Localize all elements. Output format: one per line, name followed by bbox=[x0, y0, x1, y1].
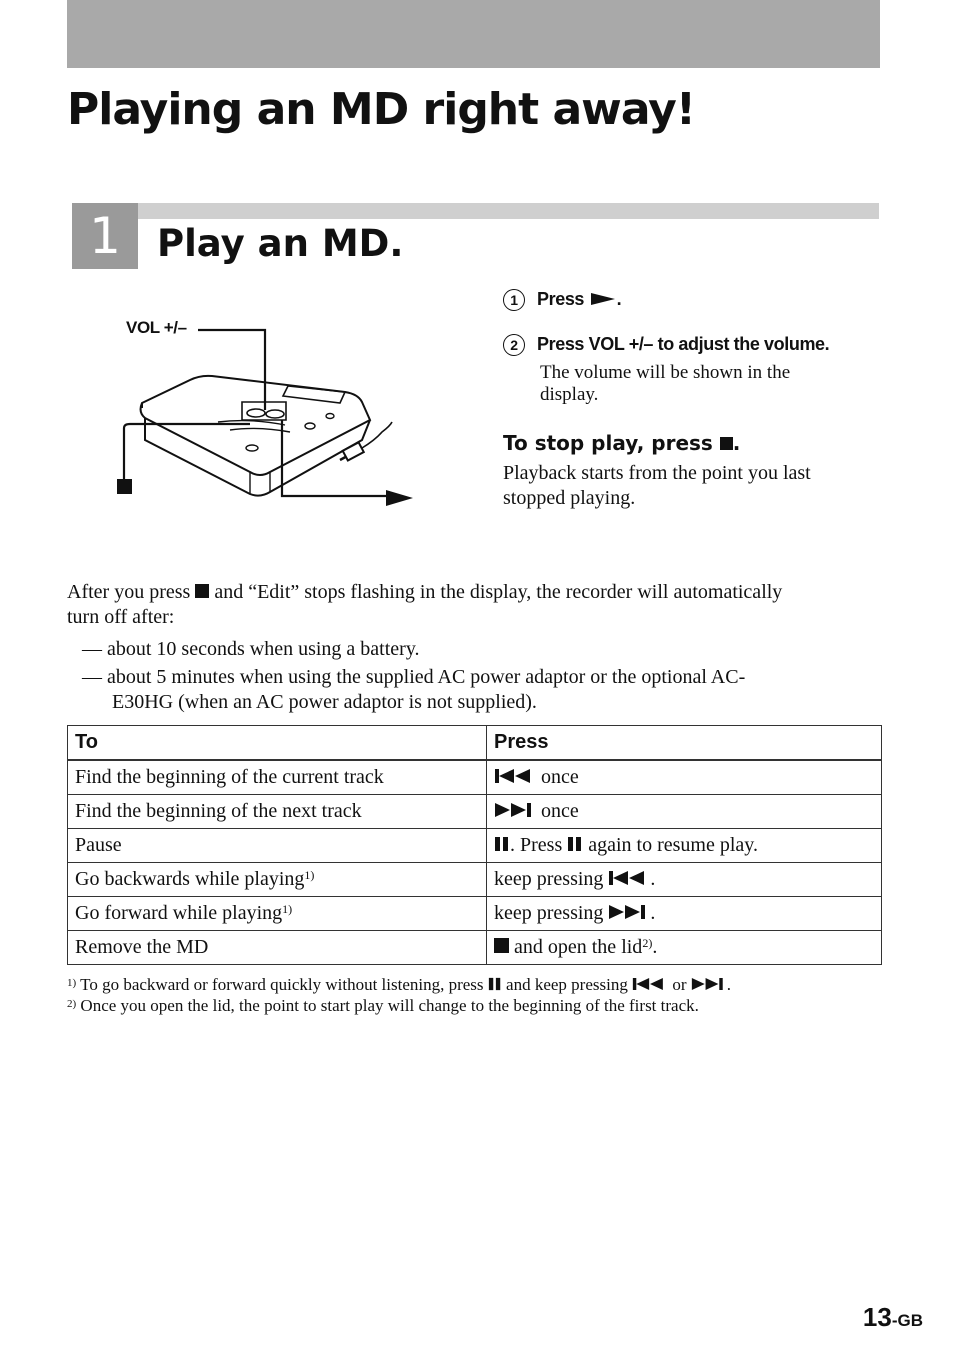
table-cell bbox=[68, 897, 487, 931]
stop-icon bbox=[117, 479, 132, 494]
table-row bbox=[68, 829, 882, 863]
to-text: Go forward while playing bbox=[75, 902, 283, 924]
auto-off-item-2-line2: E30HG (when an AC power adaptor is not supplied). bbox=[112, 691, 537, 713]
stop-icon bbox=[494, 938, 509, 953]
table-row bbox=[68, 897, 882, 931]
table-cell: Remove the MD bbox=[68, 931, 487, 965]
step-number-badge: 1 bbox=[72, 203, 138, 269]
previous-track-icon bbox=[632, 977, 668, 991]
footnote-2 bbox=[67, 996, 699, 1016]
step-title: Play an MD. bbox=[157, 222, 404, 265]
press-text: again to resume play. bbox=[588, 834, 758, 856]
pause-icon bbox=[567, 836, 583, 852]
step-2-text: Press VOL +/– to adjust the volume. bbox=[537, 334, 830, 354]
previous-track-icon bbox=[608, 870, 650, 886]
footnote-text: or bbox=[672, 975, 687, 994]
instruction-step-1: 1 Press . bbox=[503, 289, 621, 311]
page-number-suffix: -GB bbox=[891, 1311, 923, 1330]
dash-bullet: — bbox=[82, 666, 102, 688]
pause-icon bbox=[494, 836, 510, 852]
step-2-note-line1: The volume will be shown in the bbox=[540, 362, 791, 383]
footnote-ref: 2) bbox=[642, 936, 653, 950]
page-number-value: 13 bbox=[862, 1302, 892, 1332]
play-icon bbox=[386, 490, 413, 506]
footnote-mark: 2) bbox=[67, 998, 77, 1010]
md-player-drawing bbox=[100, 300, 440, 525]
table-row bbox=[68, 795, 882, 829]
md-player-illustration bbox=[100, 300, 440, 525]
next-track-icon bbox=[494, 802, 536, 818]
dash-bullet: — bbox=[82, 638, 102, 660]
table-cell bbox=[487, 795, 882, 829]
table-row bbox=[68, 931, 882, 965]
footnote-text: and keep pressing bbox=[506, 975, 628, 994]
footnote-1: $^{1)}$ To go backward or forward quickly without listening, press and keep pressing or . bbox=[67, 975, 732, 994]
play-icon bbox=[589, 292, 617, 306]
press-text: once bbox=[541, 800, 579, 822]
stop-icon bbox=[720, 437, 733, 450]
step-2-note-line2: display. bbox=[540, 384, 599, 405]
header-bar bbox=[67, 0, 880, 68]
footnote-mark: 1) bbox=[67, 977, 77, 989]
to-text: Go backwards while playing bbox=[75, 868, 305, 890]
step-1-circle: 1 bbox=[503, 289, 525, 311]
auto-off-intro-c: turn off after: bbox=[67, 606, 175, 628]
previous-track-icon bbox=[494, 768, 536, 784]
list-item bbox=[82, 637, 862, 662]
step-2-note bbox=[540, 362, 790, 406]
step-1-text: Press bbox=[537, 289, 585, 309]
table-cell: keep pressing . bbox=[487, 897, 882, 931]
page-number bbox=[863, 1302, 923, 1333]
auto-off-intro-a: After you press bbox=[67, 581, 191, 603]
next-track-icon bbox=[608, 904, 650, 920]
table-cell: Pause bbox=[68, 829, 487, 863]
stop-body-line1: Playback starts from the point you last bbox=[503, 462, 811, 484]
stop-body-line2: stopped playing. bbox=[503, 487, 636, 509]
pause-icon bbox=[488, 977, 502, 991]
stop-body bbox=[503, 461, 811, 511]
press-text: keep pressing bbox=[494, 902, 604, 924]
column-header-press: Press bbox=[487, 726, 882, 761]
stop-heading-text: To stop play, press bbox=[503, 431, 713, 455]
column-header-to: To bbox=[68, 726, 487, 761]
stop-heading: To stop play, press . bbox=[503, 431, 741, 455]
vol-label: VOL +/– bbox=[126, 318, 187, 337]
instruction-step-2 bbox=[503, 334, 829, 356]
table-row bbox=[68, 760, 882, 795]
footnote-ref: 1) bbox=[304, 868, 315, 882]
table-cell: Find the beginning of the next track bbox=[68, 795, 487, 829]
table-cell bbox=[487, 829, 882, 863]
table-header-row bbox=[68, 726, 882, 761]
auto-off-item-2-line1: about 5 minutes when using the supplied AC power adaptor or the optional AC- bbox=[107, 666, 746, 688]
auto-off-paragraph bbox=[67, 580, 887, 630]
auto-off-item-1: about 10 seconds when using a battery. bbox=[107, 638, 420, 660]
operations-table bbox=[67, 725, 882, 965]
next-track-icon bbox=[691, 977, 727, 991]
table-cell: and open the lid$^{2)}$. bbox=[487, 931, 882, 965]
table-cell bbox=[68, 863, 487, 897]
table-row bbox=[68, 863, 882, 897]
table-cell: keep pressing . bbox=[487, 863, 882, 897]
footnote-text: Once you open the lid, the point to start play will change to the beginning of the first track. bbox=[80, 996, 699, 1015]
page-title: Playing an MD right away! bbox=[67, 84, 695, 135]
footnote-ref: 1) bbox=[282, 902, 293, 916]
press-text: once bbox=[541, 766, 579, 788]
press-text: keep pressing bbox=[494, 868, 604, 890]
footnote-text: To go backward or forward quickly without listening, press bbox=[80, 975, 484, 994]
table-cell bbox=[487, 760, 882, 795]
step-header-bar bbox=[138, 203, 879, 219]
step-2-circle: 2 bbox=[503, 334, 525, 356]
stop-icon bbox=[195, 584, 209, 598]
auto-off-intro-b: and “Edit” stops flashing in the display, the recorder will automatically bbox=[214, 581, 783, 603]
table-cell: Find the beginning of the current track bbox=[68, 760, 487, 795]
list-item bbox=[82, 665, 862, 715]
press-text: and open the lid bbox=[514, 936, 643, 958]
press-text: . Press bbox=[510, 834, 563, 856]
